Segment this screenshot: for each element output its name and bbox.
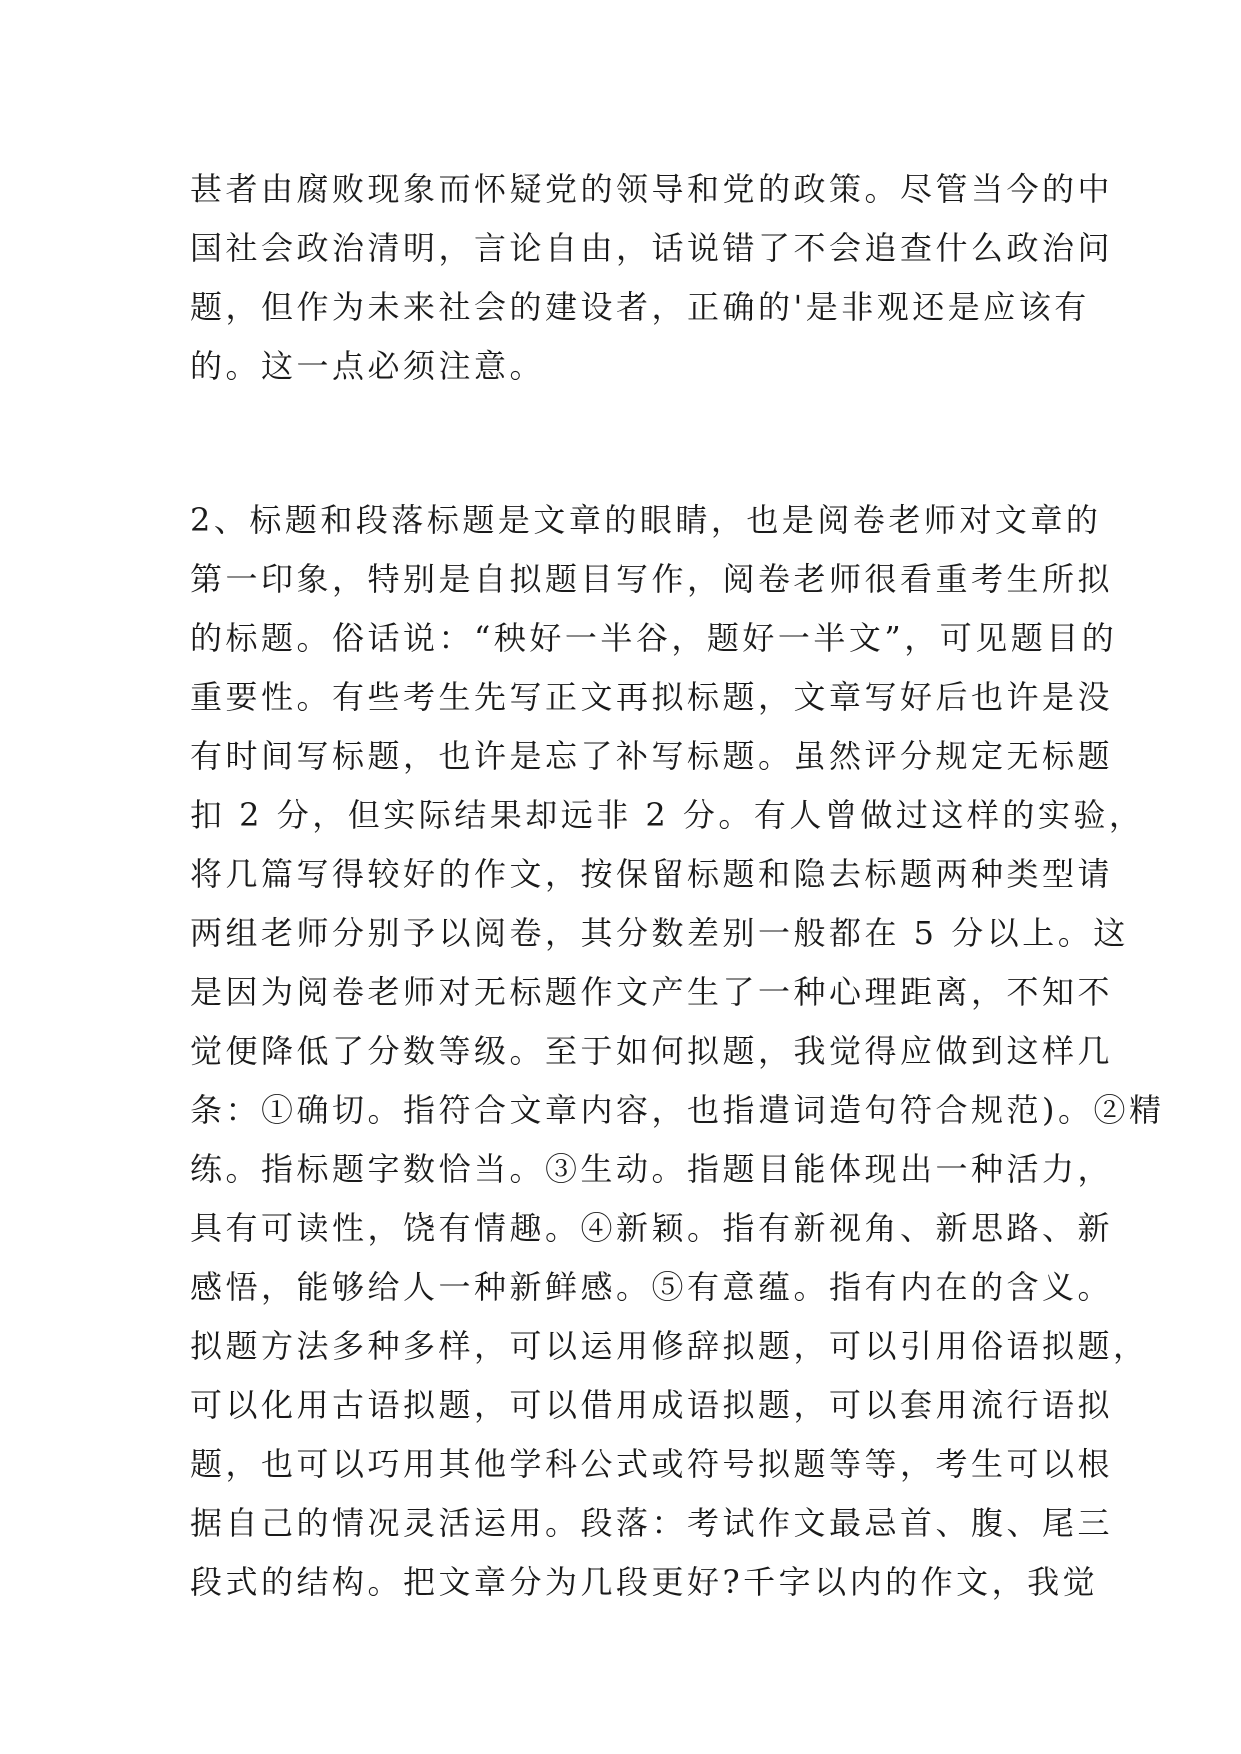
text-line: 扣 2 分，但实际结果却远非 2 分。有人曾做过这样的实验， xyxy=(190,796,1145,834)
paragraph-2 xyxy=(190,491,1165,1612)
text-line: 练。指标题字数恰当。③生动。指题目能体现出一种活力， xyxy=(190,1150,1114,1188)
text-line: 具有可读性，饶有情趣。④新颖。指有新视角、新思路、新 xyxy=(190,1209,1114,1247)
text-column xyxy=(190,160,1165,1612)
text-line: 的。这一点必须注意。 xyxy=(190,347,546,385)
text-line: 可以化用古语拟题，可以借用成语拟题，可以套用流行语拟 xyxy=(190,1386,1114,1424)
text-line: 感悟，能够给人一种新鲜感。⑤有意蕴。指有内在的含义。 xyxy=(190,1268,1114,1306)
text-line: 2、标题和段落标题是文章的眼睛，也是阅卷老师对文章的 xyxy=(190,501,1102,539)
text-line: 是因为阅卷老师对无标题作文产生了一种心理距离，不知不 xyxy=(190,973,1114,1011)
text-line: 将几篇写得较好的作文，按保留标题和隐去标题两种类型请 xyxy=(190,855,1114,893)
text-line: 题，但作为未来社会的建设者，正确的'是非观还是应该有 xyxy=(190,288,1090,326)
text-line: 第一印象，特别是自拟题目写作，阅卷老师很看重考生所拟 xyxy=(190,560,1114,598)
text-line: 觉便降低了分数等级。至于如何拟题，我觉得应做到这样几 xyxy=(190,1032,1114,1070)
text-line: 拟题方法多种多样，可以运用修辞拟题，可以引用俗语拟题， xyxy=(190,1327,1149,1365)
paragraph-spacer xyxy=(190,396,1065,491)
text-line: 题，也可以巧用其他学科公式或符号拟题等等，考生可以根 xyxy=(190,1445,1114,1483)
paragraph-1 xyxy=(190,160,1114,396)
text-line: 两组老师分别予以阅卷，其分数差别一般都在 5 分以上。这 xyxy=(190,914,1129,952)
text-line: 条：①确切。指符合文章内容，也指遣词造句符合规范)。②精 xyxy=(190,1091,1165,1129)
text-line: 段式的结构。把文章分为几段更好?千字以内的作文，我觉 xyxy=(190,1563,1099,1601)
text-line: 据自己的情况灵活运用。段落：考试作文最忌首、腹、尾三 xyxy=(190,1504,1114,1542)
text-line: 有时间写标题，也许是忘了补写标题。虽然评分规定无标题 xyxy=(190,737,1114,775)
text-line: 甚者由腐败现象而怀疑党的领导和党的政策。尽管当今的中 xyxy=(190,170,1114,208)
text-line: 重要性。有些考生先写正文再拟标题，文章写好后也许是没 xyxy=(190,678,1114,716)
text-line: 的标题。俗话说：“秧好一半谷，题好一半文”，可见题目的 xyxy=(190,619,1118,657)
text-line: 国社会政治清明，言论自由，话说错了不会追查什么政治问 xyxy=(190,229,1114,267)
